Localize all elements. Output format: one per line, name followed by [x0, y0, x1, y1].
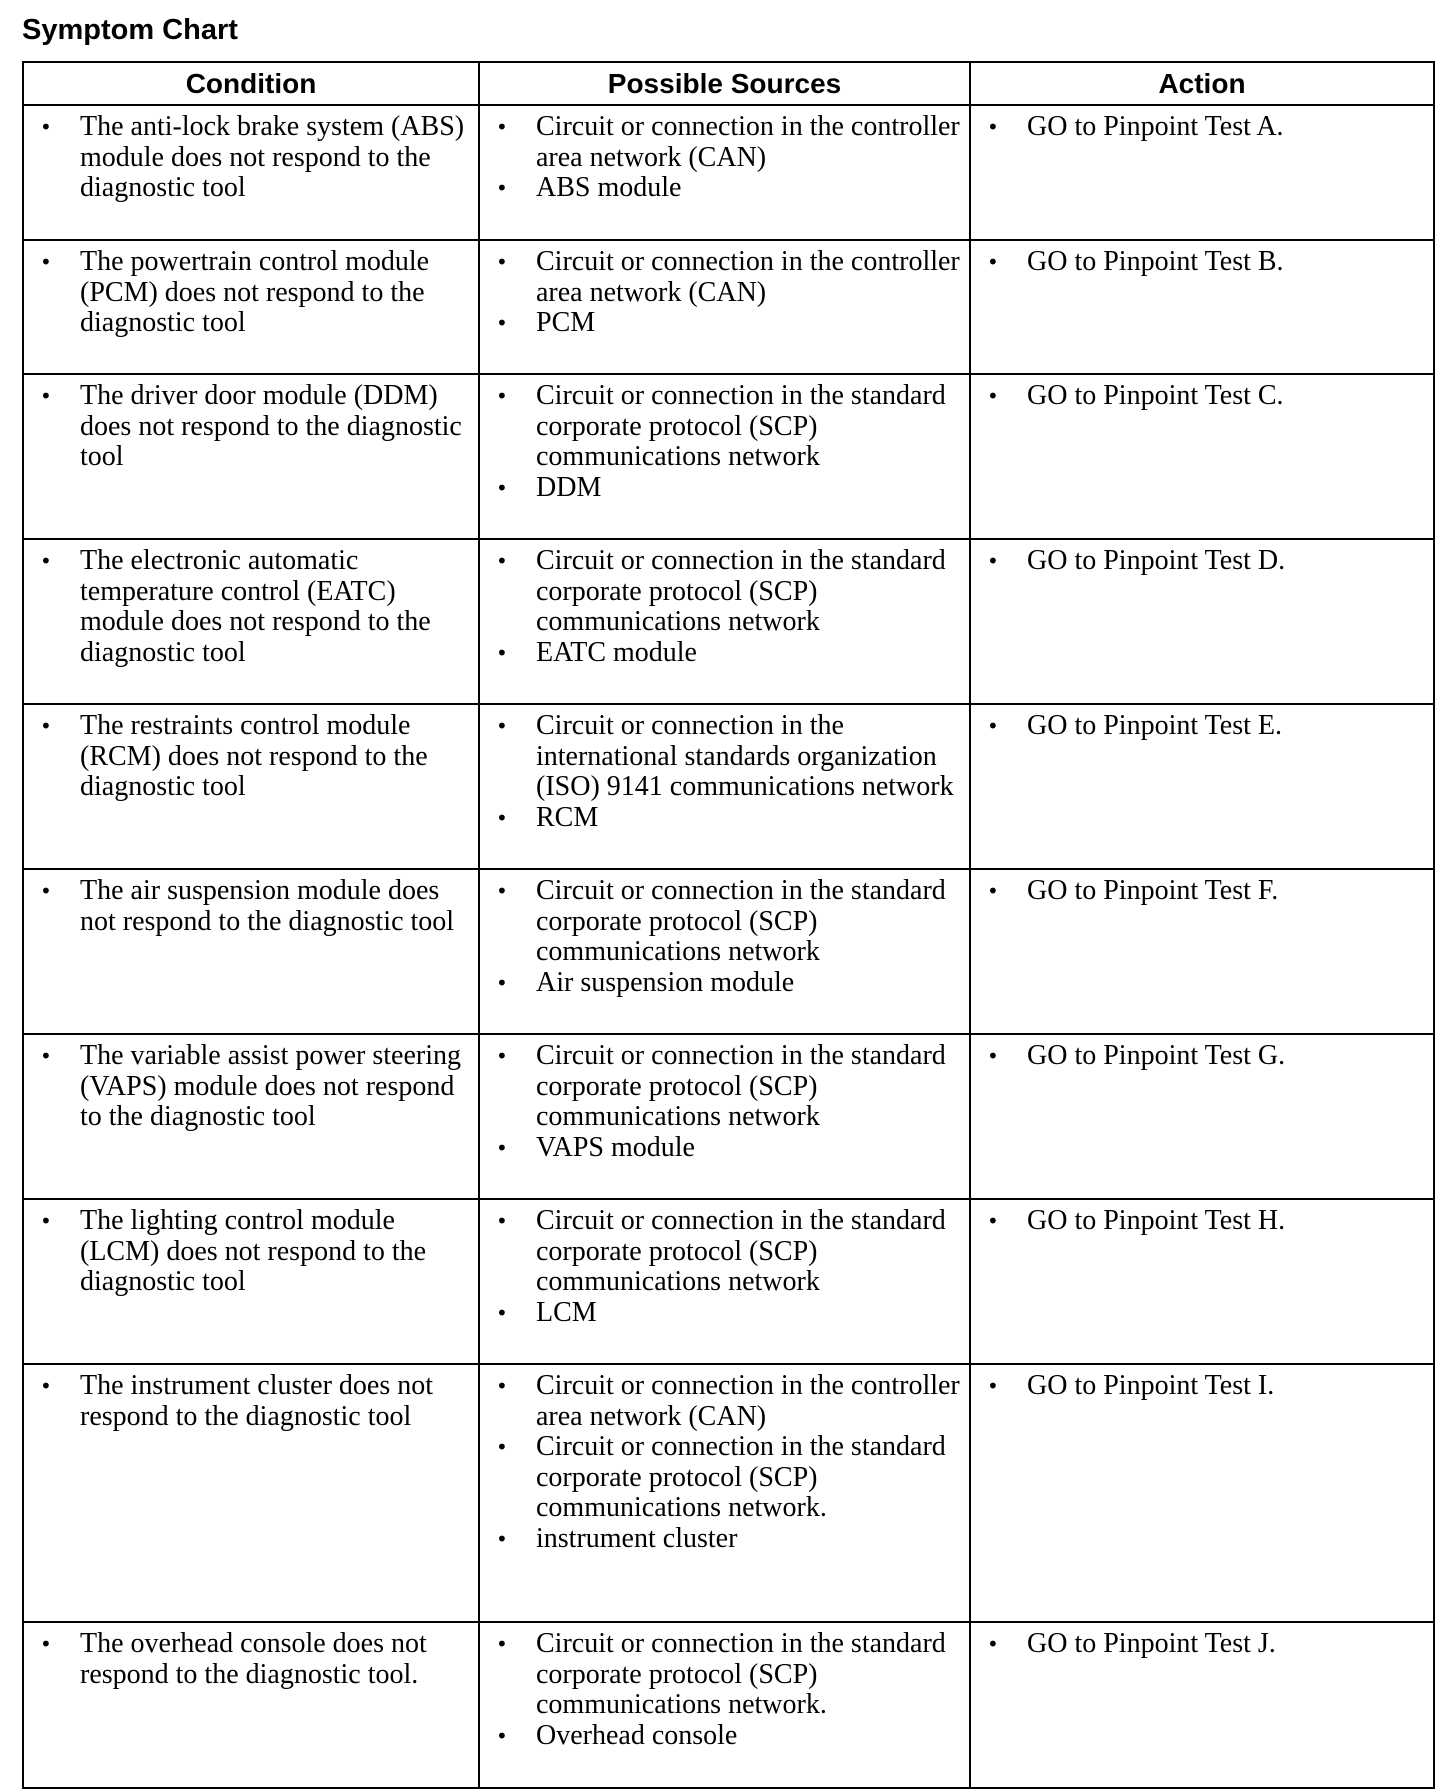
- condition-text: • The driver door module (DDM) does not respond to the diagnostic tool: [28, 381, 474, 473]
- source-item: • PCM: [484, 308, 965, 339]
- condition-text: • The anti-lock brake system (ABS) module does not respond to the diagnostic tool: [28, 112, 474, 204]
- possible-sources-cell: [479, 869, 970, 1034]
- possible-sources-cell: [479, 105, 970, 240]
- condition-text: • The restraints control module (RCM) does not respond to the diagnostic tool: [28, 711, 474, 803]
- table-row: [23, 704, 1434, 869]
- condition-text: • The lighting control module (LCM) does not respond to the diagnostic tool: [28, 1206, 474, 1298]
- possible-sources-cell: [479, 1364, 970, 1622]
- action-cell: [970, 1622, 1434, 1788]
- source-item: • Circuit or connection in the standard corporate protocol (SCP) communications network: [484, 1206, 965, 1298]
- header-condition: Condition: [23, 62, 479, 105]
- action-text: • GO to Pinpoint Test C.: [975, 381, 1429, 412]
- table-row: [23, 1622, 1434, 1788]
- action-text: • GO to Pinpoint Test H.: [975, 1206, 1429, 1237]
- condition-text: • The air suspension module does not respond to the diagnostic tool: [28, 876, 474, 937]
- source-item: • Air suspension module: [484, 968, 965, 999]
- condition-cell: [23, 1034, 479, 1199]
- source-item: • Circuit or connection in the standard corporate protocol (SCP) communications network: [484, 546, 965, 638]
- action-text: • GO to Pinpoint Test B.: [975, 247, 1429, 278]
- page-title: Symptom Chart: [22, 14, 238, 46]
- condition-cell: [23, 869, 479, 1034]
- action-text: • GO to Pinpoint Test G.: [975, 1041, 1429, 1072]
- condition-text: • The variable assist power steering (VAPS) module does not respond to the diagnostic tool: [28, 1041, 474, 1133]
- source-item: • Overhead console: [484, 1721, 965, 1752]
- possible-sources-cell: [479, 374, 970, 539]
- action-cell: [970, 105, 1434, 240]
- source-item: • Circuit or connection in the controller area network (CAN): [484, 247, 965, 308]
- source-item: • Circuit or connection in the standard corporate protocol (SCP) communications network: [484, 876, 965, 968]
- possible-sources-cell: [479, 539, 970, 704]
- table-row: [23, 539, 1434, 704]
- source-item: • RCM: [484, 803, 965, 834]
- action-text: • GO to Pinpoint Test E.: [975, 711, 1429, 742]
- table-row: [23, 1034, 1434, 1199]
- source-item: • DDM: [484, 473, 965, 504]
- condition-cell: [23, 1199, 479, 1364]
- action-cell: [970, 869, 1434, 1034]
- action-cell: [970, 1034, 1434, 1199]
- source-item: • LCM: [484, 1298, 965, 1329]
- action-cell: [970, 539, 1434, 704]
- possible-sources-cell: [479, 1034, 970, 1199]
- condition-cell: [23, 704, 479, 869]
- condition-cell: [23, 105, 479, 240]
- action-cell: [970, 1364, 1434, 1622]
- table-row: [23, 240, 1434, 374]
- possible-sources-cell: [479, 1622, 970, 1788]
- table-row: [23, 869, 1434, 1034]
- action-text: • GO to Pinpoint Test I.: [975, 1371, 1429, 1402]
- condition-cell: [23, 374, 479, 539]
- action-cell: [970, 1199, 1434, 1364]
- condition-cell: [23, 240, 479, 374]
- action-text: • GO to Pinpoint Test F.: [975, 876, 1429, 907]
- source-item: • Circuit or connection in the standard corporate protocol (SCP) communications network.: [484, 1432, 965, 1524]
- table-row: [23, 105, 1434, 240]
- source-item: • Circuit or connection in the standard corporate protocol (SCP) communications network: [484, 381, 965, 473]
- condition-text: • The powertrain control module (PCM) does not respond to the diagnostic tool: [28, 247, 474, 339]
- table-row: [23, 374, 1434, 539]
- condition-text: • The electronic automatic temperature control (EATC) module does not respond to the diagnostic tool: [28, 546, 474, 668]
- action-cell: [970, 240, 1434, 374]
- symptom-chart-table: [22, 61, 1435, 1789]
- condition-text: • The instrument cluster does not respond to the diagnostic tool: [28, 1371, 474, 1432]
- source-item: • ABS module: [484, 173, 965, 204]
- header-possible-sources: Possible Sources: [479, 62, 970, 105]
- possible-sources-cell: [479, 1199, 970, 1364]
- condition-cell: [23, 1364, 479, 1622]
- possible-sources-cell: [479, 704, 970, 869]
- source-item: • Circuit or connection in the international standards organization (ISO) 9141 communications network: [484, 711, 965, 803]
- header-action: Action: [970, 62, 1434, 105]
- source-item: • Circuit or connection in the standard corporate protocol (SCP) communications network.: [484, 1629, 965, 1721]
- table-row: [23, 1199, 1434, 1364]
- source-item: • Circuit or connection in the controller area network (CAN): [484, 112, 965, 173]
- source-item: • Circuit or connection in the controller area network (CAN): [484, 1371, 965, 1432]
- possible-sources-cell: [479, 240, 970, 374]
- action-cell: [970, 374, 1434, 539]
- source-item: • VAPS module: [484, 1133, 965, 1164]
- source-item: • instrument cluster: [484, 1524, 965, 1555]
- source-item: • Circuit or connection in the standard corporate protocol (SCP) communications network: [484, 1041, 965, 1133]
- condition-cell: [23, 539, 479, 704]
- condition-cell: [23, 1622, 479, 1788]
- source-item: • EATC module: [484, 638, 965, 669]
- table-row: [23, 1364, 1434, 1622]
- condition-text: • The overhead console does not respond to the diagnostic tool.: [28, 1629, 474, 1690]
- table-header-row: [23, 62, 1434, 105]
- action-text: • GO to Pinpoint Test J.: [975, 1629, 1429, 1660]
- action-cell: [970, 704, 1434, 869]
- action-text: • GO to Pinpoint Test A.: [975, 112, 1429, 143]
- action-text: • GO to Pinpoint Test D.: [975, 546, 1429, 577]
